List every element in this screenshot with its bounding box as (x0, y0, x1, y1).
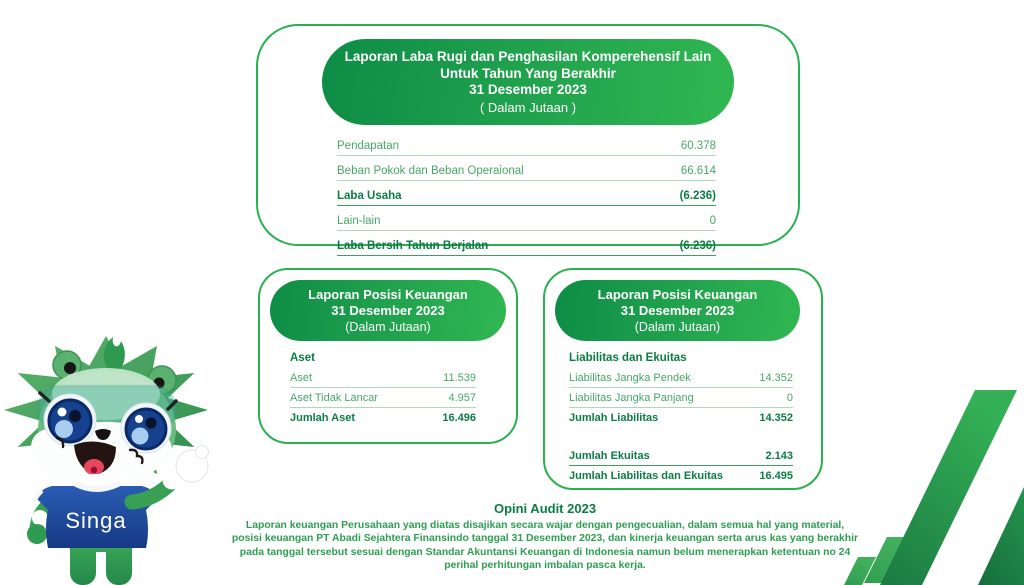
income-statement-header (322, 39, 734, 125)
row-label: Beban Pokok dan Beban Operaional (337, 164, 524, 177)
row-value: 14.352 (759, 372, 793, 384)
table-row (569, 408, 793, 427)
row-value: 4.957 (448, 392, 476, 404)
header-line: Laporan Laba Rugi dan Penghasilan Komperehensif Lain (344, 49, 712, 64)
balance-sheet-liabilities-card (543, 268, 823, 490)
income-statement-table (337, 131, 716, 256)
row-value: (6.236) (679, 189, 716, 202)
row-label: Lain-lain (337, 214, 381, 227)
table-row (290, 408, 476, 427)
liabilities-section-title: Liabilitas dan Ekuitas (569, 352, 687, 364)
row-label: Liabilitas Jangka Pendek (569, 372, 691, 384)
row-label: Jumlah Liabilitas (569, 412, 659, 424)
header-line: 31 Desember 2023 (620, 303, 735, 318)
row-label: Laba Usaha (337, 189, 402, 202)
diagonal-stripes-icon (824, 385, 1024, 585)
row-value: (6.236) (679, 239, 716, 252)
table-row (290, 388, 476, 408)
liabilities-card-header (555, 280, 800, 341)
row-value: 60.378 (680, 139, 716, 152)
row-value: 16.495 (759, 470, 793, 482)
row-label: Laba Bersih Tahun Berjalan (337, 239, 489, 252)
header-line: Laporan Posisi Keuangan (308, 287, 468, 302)
header-line: 31 Desember 2023 (469, 82, 587, 97)
mascot-shirt-label: Singa (65, 508, 127, 533)
row-label: Jumlah Ekuitas (569, 450, 650, 462)
table-row (569, 466, 793, 485)
table-row (337, 181, 716, 206)
audit-opinion-block (199, 501, 891, 572)
header-units: (Dalam Jutaan) (345, 320, 431, 334)
table-row (569, 368, 793, 388)
row-value: 66.614 (680, 164, 716, 177)
header-line: Laporan Posisi Keuangan (597, 287, 758, 302)
table-row (290, 368, 476, 388)
balance-sheet-assets-card (258, 268, 518, 444)
row-value: 11.539 (443, 372, 476, 384)
assets-table (290, 368, 476, 427)
table-row (337, 206, 716, 231)
header-units: ( Dalam Jutaan ) (479, 99, 577, 115)
row-value: 2.143 (765, 450, 793, 462)
table-row (569, 388, 793, 408)
table-row (337, 156, 716, 181)
equity-table (569, 446, 793, 485)
table-row (337, 131, 716, 156)
row-value: 14.352 (759, 412, 793, 424)
row-label: Pendapatan (337, 139, 400, 152)
row-label: Aset (290, 372, 313, 384)
row-label: Jumlah Aset (290, 412, 356, 424)
row-value: 0 (786, 392, 793, 404)
header-units: (Dalam Jutaan) (634, 320, 721, 334)
row-value: 0 (709, 214, 716, 227)
assets-card-header (270, 280, 506, 341)
mascot-singa-icon (0, 332, 250, 585)
audit-opinion-body: Laporan keuangan Perusahaan yang diatas disajikan secara wajar dengan pengecualian, dalam semua hal yang material, posisi keuangan PT Abadi Sejahtera Finansindo tanggal 31 Desember 2023, dan kinerja keuangan serta arus kas yang berakhir pada tanggal tersebut sesuai dengan Standar Akuntansi Keuangan di Indonesia namun belum menerapkan ketentuan no 24 perihal perhitungan imbalan pasca kerja. (231, 520, 859, 571)
header-line: Untuk Tahun Yang Berakhir (440, 65, 616, 81)
row-label: Aset Tidak Lancar (290, 392, 379, 404)
assets-section-title: Aset (290, 352, 315, 364)
audit-opinion-title: Opini Audit 2023 (493, 501, 597, 516)
income-statement-card (256, 24, 800, 252)
row-label: Jumlah Liabilitas dan Ekuitas (569, 470, 724, 482)
liabilities-table (569, 368, 793, 427)
table-row (569, 446, 793, 466)
row-label: Liabilitas Jangka Panjang (569, 392, 694, 404)
table-row (337, 231, 716, 256)
header-line: 31 Desember 2023 (331, 303, 445, 318)
row-value: 16.496 (442, 412, 476, 424)
